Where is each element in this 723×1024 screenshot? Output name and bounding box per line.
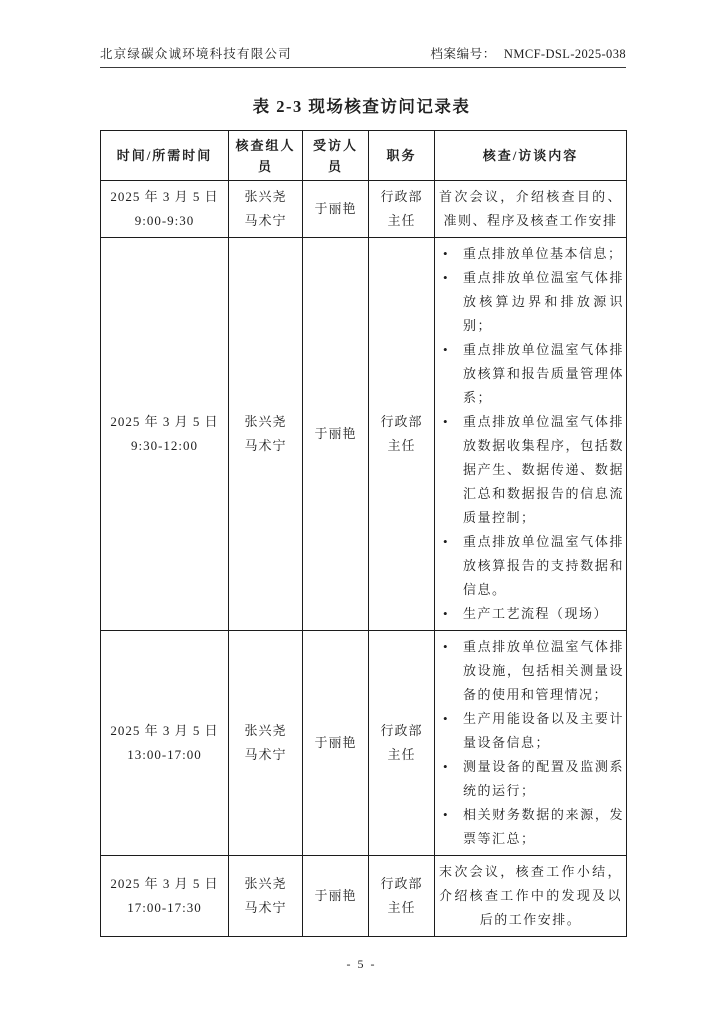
document-header [100,44,626,68]
archive-number: NMCF-DSL-2025-038 [503,47,626,61]
date-text: 2025 年 3 月 5 日 [110,876,219,891]
cell-time [101,856,229,937]
time-text: 9:00-9:30 [134,213,195,228]
team-member: 张兴尧 [244,414,287,429]
archive-number-block [430,44,626,62]
bullet-item [437,242,624,266]
cell-content [435,856,627,937]
table-row [101,631,627,856]
content-paragraph: 首次会议，介绍核查目的、准则、程序及核查工作安排 [439,189,622,228]
position-line: 行政部 [380,414,423,429]
position-line: 主任 [387,213,416,228]
table-row [101,856,627,937]
date-text: 2025 年 3 月 5 日 [110,189,219,204]
team-member: 张兴尧 [244,723,287,738]
bullet-item [437,338,624,410]
bullet-text: 重点排放单位温室气体排放数据收集程序，包括数据产生、数据传递、数据汇总和数据报告的信息流质量控制； [463,414,624,525]
bullet-item [437,602,624,626]
archive-label: 档案编号： [430,47,496,61]
bullet-text: 生产工艺流程（现场） [463,606,609,621]
bullet-text: 重点排放单位温室气体排放核算边界和排放源识别； [463,270,624,333]
team-member: 张兴尧 [244,876,287,891]
bullet-dot-icon: • [443,759,450,774]
cell-position [369,631,435,856]
position-line: 主任 [387,900,416,915]
cell-interviewee: 于丽艳 [303,631,369,856]
bullet-text: 重点排放单位温室气体排放核算和报告质量管理体系； [463,342,624,405]
cell-content [435,181,627,238]
bullet-dot-icon: • [443,270,450,285]
company-name: 北京绿碳众诚环境科技有限公司 [100,47,292,61]
cell-team [229,238,303,631]
position-line: 主任 [387,747,416,762]
bullet-item [437,530,624,602]
content-paragraph: 末次会议，核查工作小结，介绍核查工作中的发现及以后的工作安排。 [439,864,622,927]
bullet-text: 生产用能设备以及主要计量设备信息； [463,711,624,750]
column-header-5: 核查/访谈内容 [435,131,627,181]
bullet-dot-icon: • [443,606,450,621]
bullet-dot-icon: • [443,414,450,429]
inspection-record-table [100,130,627,937]
bullet-text: 重点排放单位温室气体排放核算报告的支持数据和信息。 [463,534,624,597]
cell-time [101,181,229,238]
column-header-2: 核查组人员 [229,131,303,181]
bullet-list [437,635,624,851]
table-row [101,181,627,238]
cell-position [369,856,435,937]
cell-position [369,238,435,631]
table-row [101,238,627,631]
time-text: 17:00-17:30 [127,900,202,915]
cell-time [101,631,229,856]
bullet-item [437,707,624,755]
position-line: 行政部 [380,189,423,204]
team-member: 张兴尧 [244,189,287,204]
bullet-item [437,410,624,530]
bullet-text: 重点排放单位温室气体排放设施，包括相关测量设备的使用和管理情况； [463,639,624,702]
bullet-item [437,635,624,707]
date-text: 2025 年 3 月 5 日 [110,414,219,429]
team-member: 马术宁 [244,747,287,762]
bullet-item [437,266,624,338]
cell-team [229,856,303,937]
bullet-dot-icon: • [443,246,450,261]
position-line: 主任 [387,438,416,453]
team-member: 马术宁 [244,438,287,453]
bullet-dot-icon: • [443,711,450,726]
position-line: 行政部 [380,723,423,738]
cell-time [101,238,229,631]
bullet-text: 重点排放单位基本信息； [463,246,623,261]
bullet-dot-icon: • [443,342,450,357]
team-member: 马术宁 [244,213,287,228]
date-text: 2025 年 3 月 5 日 [110,723,219,738]
bullet-item [437,755,624,803]
column-header-4: 职务 [369,131,435,181]
bullet-text: 相关财务数据的来源，发票等汇总； [463,807,624,846]
column-header-3: 受访人员 [303,131,369,181]
bullet-text: 测量设备的配置及监测系统的运行； [463,759,624,798]
table-header-row [101,131,627,181]
cell-team [229,631,303,856]
table-body [101,181,627,937]
cell-team [229,181,303,238]
bullet-dot-icon: • [443,807,450,822]
column-header-1: 时间/所需时间 [101,131,229,181]
bullet-dot-icon: • [443,534,450,549]
cell-interviewee: 于丽艳 [303,181,369,238]
bullet-list [437,242,624,626]
team-member: 马术宁 [244,900,287,915]
cell-content [435,631,627,856]
cell-content [435,238,627,631]
table-title: 表 2-3 现场核查访问记录表 [252,97,471,116]
bullet-item [437,803,624,851]
bullet-dot-icon: • [443,639,450,654]
cell-interviewee: 于丽艳 [303,238,369,631]
time-text: 13:00-17:00 [127,747,202,762]
cell-interviewee: 于丽艳 [303,856,369,937]
cell-position [369,181,435,238]
time-text: 9:30-12:00 [130,438,199,453]
page-number: - 5 - [346,957,377,971]
position-line: 行政部 [380,876,423,891]
